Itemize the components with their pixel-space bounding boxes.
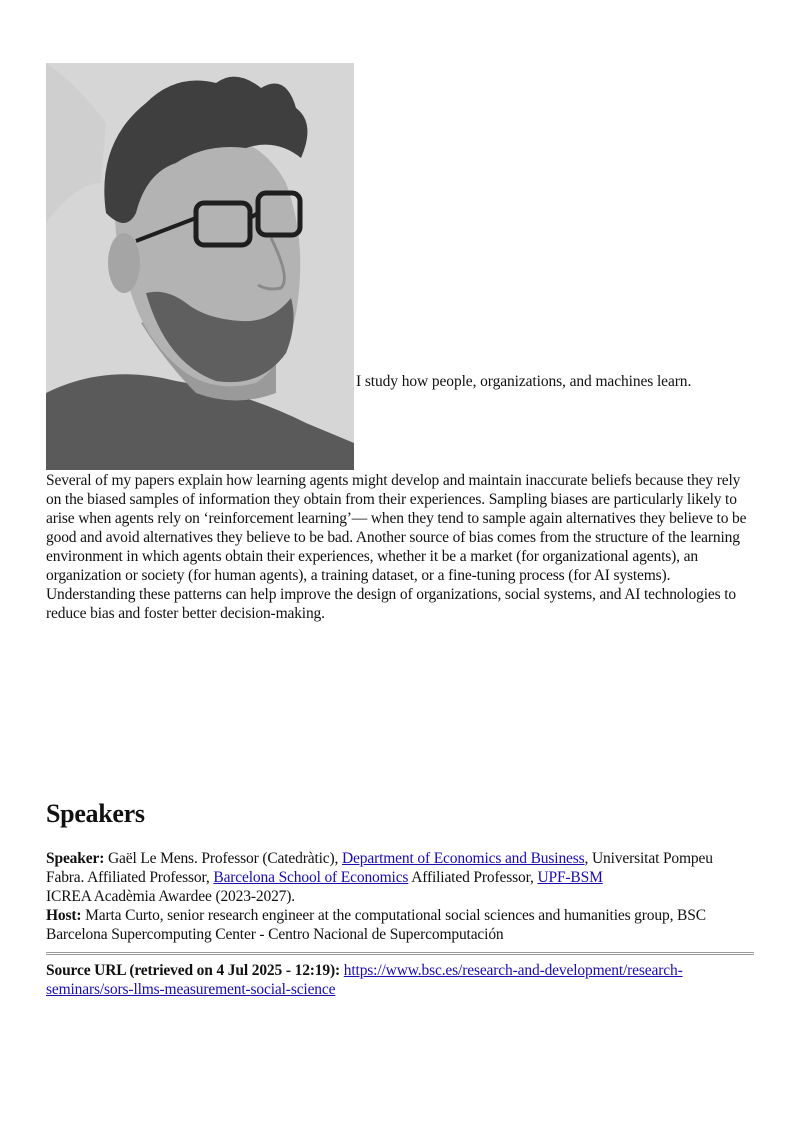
photo-row — [46, 63, 754, 470]
speaker-photo — [46, 63, 354, 470]
speaker-text-3: Affiliated Professor, — [408, 869, 538, 886]
portrait-illustration — [46, 63, 354, 470]
speaker-text-1: Gaël Le Mens. Professor (Catedràtic), — [104, 850, 342, 867]
speakers-heading: Speakers — [46, 799, 145, 828]
host-text: Marta Curto, senior research engineer at the computational social sciences and humanities group, BSC Barcelona Supercomputing Center - Centro Nacional de Supercomputación — [46, 907, 706, 943]
bio-paragraph: Several of my papers explain how learning agents might develop and maintain inaccurate beliefs because they rely on the biased samples of information they obtain from their experiences. Sampling biases are particularly likely to arise when agents rely on ‘reinforcement learning’— when they tend to sample again alternatives they believe to be good and avoid alternatives they believe to be bad. Another source of bias comes from the structure of the learning environment in which agents obtain their experiences, whether it be a market (for organizational agents), an organization or society (for human agents), a training dataset, or a fine-tuning process (for AI systems). Understanding these patterns can help improve the design of organizations, social systems, and AI technologies to reduce bias and foster better decision-making. — [46, 472, 747, 622]
speaker-paragraph — [46, 849, 754, 906]
article-body — [46, 63, 754, 623]
speaker-text-4: ICREA Acadèmia Awardee (2023-2027). — [46, 888, 296, 905]
host-paragraph — [46, 906, 754, 944]
speaker-text-2: , Universitat Pompeu Fabra. Affiliated Professor, — [46, 850, 713, 886]
upf-bsm-link[interactable]: UPF-BSM — [537, 869, 603, 886]
bse-link[interactable]: Barcelona School of Economics — [213, 869, 409, 886]
speaker-label: Speaker: — [46, 850, 105, 867]
source-url-link[interactable]: https://www.bsc.es/research-and-development/research-seminars/sors-llms-measurement-social-science — [46, 962, 683, 998]
speakers-section — [46, 849, 754, 999]
source-paragraph — [46, 961, 754, 999]
host-label: Host: — [46, 907, 82, 924]
department-link[interactable]: Department of Economics and Business — [341, 850, 585, 867]
separator — [46, 952, 754, 955]
intro-text: I study how people, organizations, and machines learn. — [356, 373, 692, 390]
source-label: Source URL (retrieved on 4 Jul 2025 - 12:19): — [46, 962, 341, 979]
